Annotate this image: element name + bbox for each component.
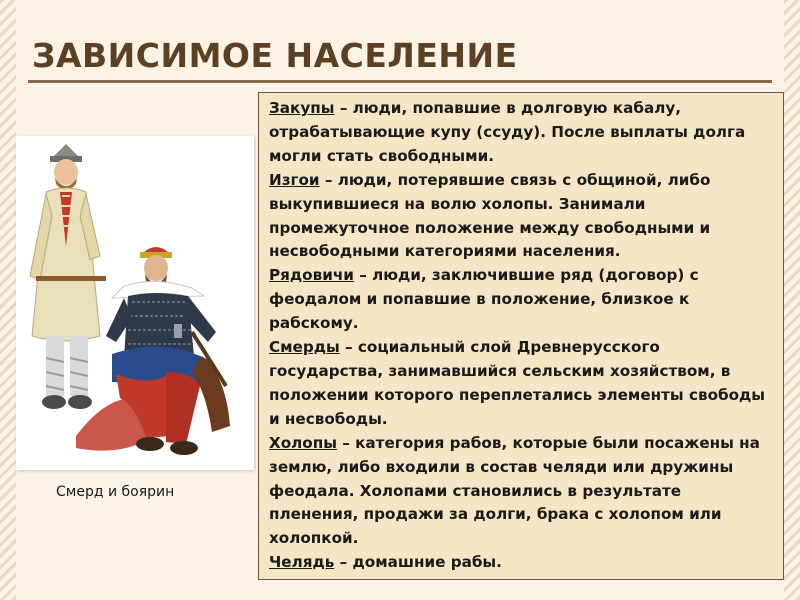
- definitions-panel: [258, 92, 784, 580]
- definition-izgoi: [269, 169, 775, 265]
- definition-term: Рядовичи: [269, 266, 354, 285]
- decorative-stripes-right: [784, 0, 800, 600]
- slide-title: ЗАВИСИМОЕ НАСЕЛЕНИЕ: [32, 36, 518, 75]
- definition-text: – социальный слой Древнерусского государства, занимавшийся сельским хозяйством, в положении которого переплетались элементы свободы и несвободы.: [269, 338, 766, 428]
- definition-kholopy: [269, 432, 775, 552]
- decorative-stripes-left: [0, 0, 16, 600]
- definition-term: Холопы: [269, 433, 337, 452]
- smerd-figure: [30, 144, 106, 409]
- definition-text: – люди, потерявшие связь с общиной, либо выкупившиеся на волю холопы. Занимали промежуточное положение между свободными и несвободными категориями населения.: [269, 170, 711, 261]
- definition-text: – домашние рабы.: [334, 553, 502, 572]
- definition-zakupy: [269, 97, 775, 169]
- definition-smerdy: [269, 336, 775, 432]
- definition-text: – категория рабов, которые были посажены на землю, либо входили в состав челяди или дружины феодала. Холопами становились в результате пленения, продажи за долги, брака с холопом или холопкой.: [269, 433, 760, 548]
- definition-text: – люди, заключившие ряд (договор) с феодалом и попавшие в положение, близкое к рабскому.: [269, 266, 699, 333]
- definition-text: – люди, попавшие в долговую кабалу, отрабатывающие купу (ссуду). После выплаты долга могли стать свободными.: [269, 99, 746, 165]
- title-underline: [28, 80, 772, 83]
- definition-chelyad: [269, 551, 775, 575]
- definition-term: Смерды: [269, 338, 340, 357]
- smerd-and-boyar-illustration: [16, 136, 254, 470]
- definition-term: Челядь: [269, 553, 335, 572]
- definition-term: Закупы: [269, 99, 335, 117]
- definition-term: Изгои: [269, 170, 320, 189]
- definition-ryadovichi: [269, 264, 775, 336]
- illustration-caption: Смерд и боярин: [56, 484, 175, 500]
